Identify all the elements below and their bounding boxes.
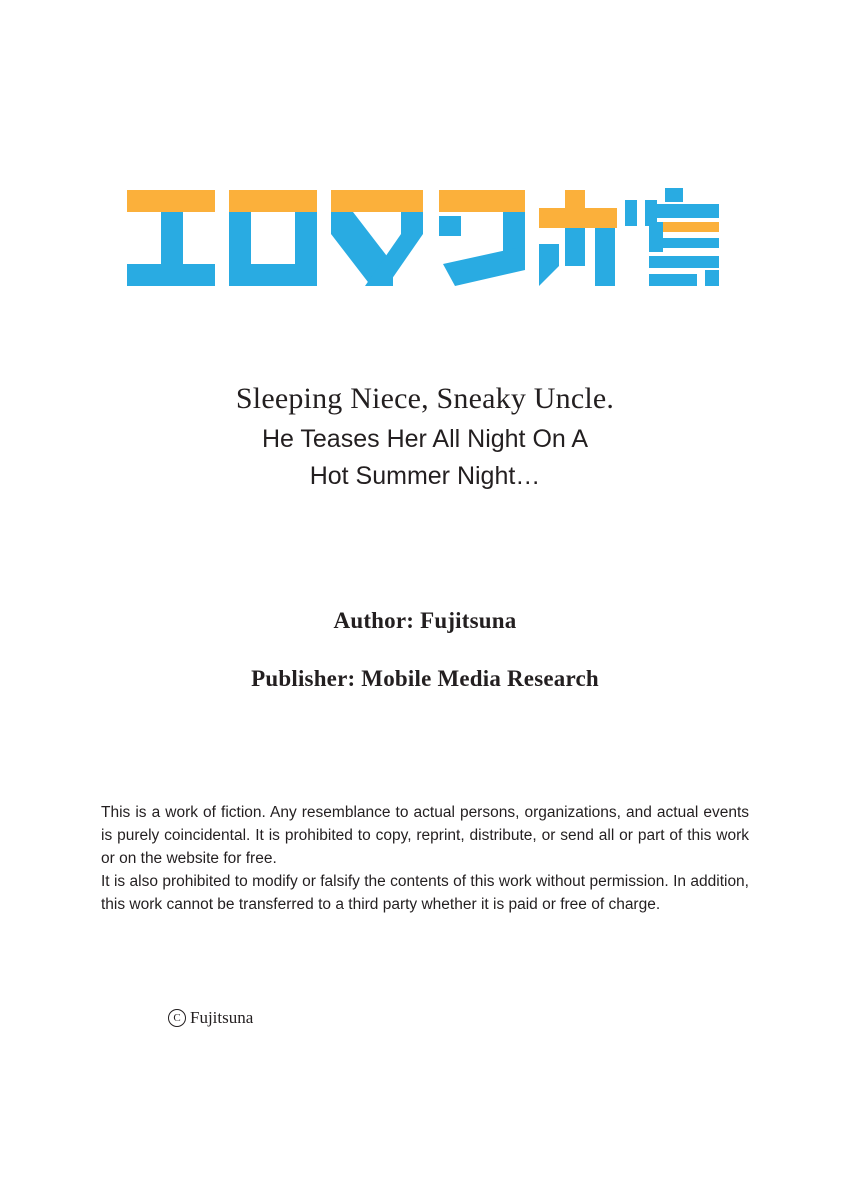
copyright-icon: C [168, 1009, 186, 1027]
logo-glyph-ro [229, 190, 317, 286]
disclaimer-block [101, 802, 749, 917]
logo-glyph-n [439, 190, 525, 286]
logo-glyph-shima [649, 188, 719, 286]
copyright-notice [168, 1008, 253, 1028]
title-line-1: Sleeping Niece, Sneaky Uncle. [235, 382, 615, 415]
logo-glyph-e [127, 190, 215, 286]
author-line: Author: Fujitsuna [333, 608, 517, 633]
disclaimer-paragraph-2: It is also prohibited to modify or falsify the contents of this work without permission. In addition, this work cannot be transferred to a third party whether it is paid or free of charge. [101, 872, 749, 913]
page-title [0, 384, 850, 489]
logo-glyph-ga [539, 190, 657, 286]
logo-container [0, 186, 850, 296]
title-line-3: Hot Summer Night… [309, 462, 541, 490]
publisher-line: Publisher: Mobile Media Research [251, 666, 599, 691]
disclaimer-paragraph-1: This is a work of fiction. Any resemblance to actual persons, organizations, and actual events is purely coincidental. It is prohibited to copy, reprint, distribute, or send all or part of this work or on the website for free. [101, 804, 749, 867]
copyright-holder: Fujitsuna [190, 1008, 254, 1027]
title-line-2: He Teases Her All Night On A [261, 425, 589, 453]
eromangashima-logo-icon [125, 186, 725, 296]
logo-glyph-ma [331, 190, 423, 286]
credits-block [0, 608, 850, 692]
